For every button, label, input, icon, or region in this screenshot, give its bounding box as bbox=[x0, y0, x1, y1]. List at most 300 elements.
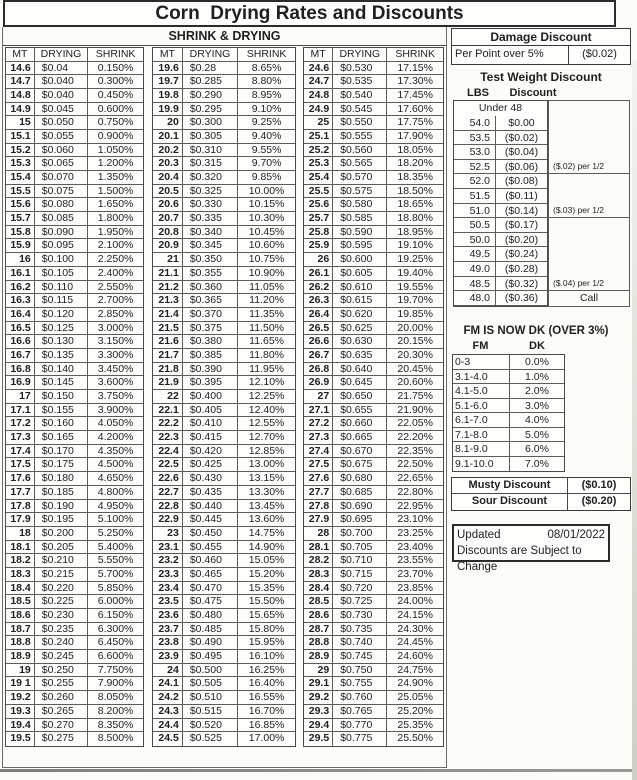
mt-cell: 16.3 bbox=[6, 294, 35, 307]
mt-cell: 15.2 bbox=[6, 144, 35, 157]
shrink-cell: 11.50% bbox=[249, 321, 285, 334]
mt-cell: 19.5 bbox=[6, 732, 35, 746]
table-row bbox=[453, 384, 564, 399]
fm-range-cell: 5.1-6.0 bbox=[453, 399, 510, 413]
table-row bbox=[304, 664, 443, 678]
drying-cell: $0.495 bbox=[183, 650, 238, 663]
table-row bbox=[6, 472, 143, 486]
discount-cell: ($0.08) bbox=[504, 175, 539, 188]
table-row bbox=[153, 650, 295, 664]
table-row bbox=[153, 335, 295, 349]
dk-value-cell: 3.0% bbox=[525, 399, 549, 412]
drying-cell: $0.645 bbox=[333, 376, 387, 389]
drying-cell: $0.205 bbox=[35, 541, 88, 554]
table-row bbox=[304, 541, 443, 555]
drying-cell: $0.400 bbox=[183, 390, 238, 403]
table-row bbox=[6, 253, 143, 267]
table-row bbox=[304, 157, 443, 171]
table-row bbox=[153, 281, 295, 295]
column-header-discount: Discount bbox=[509, 87, 557, 99]
fm-dk-table bbox=[452, 354, 565, 472]
table-row bbox=[454, 233, 547, 248]
mt-cell: 14.7 bbox=[6, 75, 35, 88]
table-row bbox=[453, 428, 564, 443]
fm-range-cell: 8.1-9.0 bbox=[453, 442, 510, 456]
shrink-cell: 18.05% bbox=[397, 143, 433, 156]
mt-cell: 27.9 bbox=[304, 513, 333, 526]
table-row bbox=[304, 253, 443, 267]
table-row bbox=[304, 458, 443, 472]
drying-cell: $0.405 bbox=[183, 404, 238, 417]
shrink-cell: 12.70% bbox=[248, 431, 285, 444]
table-row bbox=[6, 417, 143, 431]
drying-cell: $0.505 bbox=[183, 677, 238, 690]
shrink-cell: 4.350% bbox=[97, 444, 134, 457]
mt-cell: 26.2 bbox=[304, 281, 333, 294]
shrink-cell: 5.250% bbox=[97, 526, 134, 539]
table-row bbox=[6, 116, 143, 130]
table-row bbox=[6, 335, 143, 349]
sour-discount-row bbox=[452, 494, 630, 510]
shrink-cell: 8.500% bbox=[97, 732, 134, 745]
drying-cell: $0.430 bbox=[183, 472, 238, 485]
shrink-cell: 0.750% bbox=[97, 116, 134, 129]
drying-cell: $0.540 bbox=[333, 89, 387, 102]
test-weight-table bbox=[453, 100, 548, 307]
mt-cell: 16.8 bbox=[6, 363, 35, 376]
drying-cell: $0.335 bbox=[183, 212, 238, 225]
table-row bbox=[454, 204, 547, 219]
mt-cell: 18.7 bbox=[6, 623, 35, 636]
musty-discount-row bbox=[452, 478, 630, 494]
mt-cell: 29.1 bbox=[304, 677, 333, 690]
shrink-cell: 17.60% bbox=[397, 102, 433, 115]
shrink-cell: 24.75% bbox=[397, 663, 433, 676]
mt-cell: 26.3 bbox=[304, 294, 333, 307]
mt-cell: 26.4 bbox=[304, 308, 333, 321]
mt-cell: 18.3 bbox=[6, 568, 35, 581]
table-row bbox=[153, 253, 295, 267]
mt-cell: 26 bbox=[304, 253, 333, 266]
table-row bbox=[6, 157, 143, 171]
subject-to-change-note: Discounts are Subject to Change bbox=[457, 545, 582, 573]
mt-cell: 20.8 bbox=[153, 226, 183, 239]
drying-cell: $0.345 bbox=[183, 239, 238, 252]
drying-cell: $0.140 bbox=[35, 363, 88, 376]
shrink-cell: 8.95% bbox=[251, 88, 282, 101]
table-row bbox=[453, 442, 564, 457]
mt-cell: 26.8 bbox=[304, 363, 333, 376]
table-row bbox=[153, 677, 295, 691]
drying-cell: $0.245 bbox=[35, 650, 88, 663]
table-row bbox=[454, 247, 547, 262]
shrink-cell: 22.20% bbox=[397, 431, 433, 444]
table-row bbox=[6, 349, 143, 363]
table-row bbox=[304, 636, 443, 650]
shrink-cell: 13.15% bbox=[248, 472, 285, 485]
table-row bbox=[6, 513, 143, 527]
drying-cell: $0.250 bbox=[35, 664, 88, 677]
table-row bbox=[6, 500, 143, 514]
shrink-cell: 10.00% bbox=[248, 184, 285, 197]
drying-cell: $0.080 bbox=[35, 198, 88, 211]
shrink-cell: 10.45% bbox=[248, 225, 285, 238]
drying-cell: $0.665 bbox=[333, 431, 387, 444]
shrink-cell: 8.65% bbox=[251, 61, 282, 74]
lbs-cell: 49.0 bbox=[454, 262, 496, 276]
table-row bbox=[153, 144, 295, 158]
mt-cell: 24.3 bbox=[153, 705, 183, 718]
note-per-half-3: ($.04) per 1/2 bbox=[549, 218, 629, 291]
musty-sour-table bbox=[451, 477, 631, 511]
shrink-cell: 15.50% bbox=[248, 595, 285, 608]
drying-cell: $0.185 bbox=[35, 486, 88, 499]
table-row bbox=[153, 595, 295, 609]
drying-cell: $0.370 bbox=[183, 308, 238, 321]
mt-cell: 27.5 bbox=[304, 458, 333, 471]
mt-cell: 19.9 bbox=[153, 103, 183, 116]
mt-cell: 26.5 bbox=[304, 322, 333, 335]
table-row bbox=[454, 174, 547, 189]
drying-cell: $0.675 bbox=[333, 458, 387, 471]
mt-cell: 17.3 bbox=[6, 431, 35, 444]
table-row bbox=[6, 705, 143, 719]
column-header-mt: MT bbox=[6, 48, 35, 61]
shrink-cell: 10.90% bbox=[248, 266, 285, 279]
drying-cell: $0.120 bbox=[35, 308, 88, 321]
mt-cell: 28.8 bbox=[304, 636, 333, 649]
shrink-cell: 5.850% bbox=[97, 581, 134, 594]
mt-cell: 27 bbox=[304, 390, 333, 403]
table-row bbox=[153, 623, 295, 637]
mt-cell: 22.3 bbox=[153, 431, 183, 444]
drying-cell: $0.740 bbox=[333, 636, 387, 649]
table-row bbox=[304, 62, 443, 76]
drying-cell: $0.395 bbox=[183, 376, 238, 389]
mt-cell: 25 bbox=[304, 116, 333, 129]
mt-cell: 27.7 bbox=[304, 486, 333, 499]
drying-cell: $0.470 bbox=[183, 582, 238, 595]
shrink-cell: 20.60% bbox=[397, 376, 433, 389]
dk-value-cell: 7.0% bbox=[525, 457, 549, 470]
mt-cell: 20.9 bbox=[153, 239, 183, 252]
drying-cell: $0.490 bbox=[183, 636, 238, 649]
mt-cell: 17.5 bbox=[6, 458, 35, 471]
lbs-cell: 51.0 bbox=[454, 204, 496, 218]
table-row bbox=[453, 399, 564, 414]
shrink-cell: 22.95% bbox=[397, 499, 433, 512]
shrink-cell: 2.100% bbox=[97, 239, 134, 252]
mt-cell: 18 bbox=[6, 527, 35, 540]
drying-cell: $0.670 bbox=[333, 445, 387, 458]
shrink-cell: 24.90% bbox=[397, 677, 433, 690]
lbs-cell: 49.5 bbox=[454, 247, 496, 261]
table-row bbox=[304, 595, 443, 609]
column-header-drying: DRYING bbox=[35, 48, 88, 61]
shrink-cell: 19.70% bbox=[397, 294, 433, 307]
drying-cell: $0.095 bbox=[35, 239, 88, 252]
mt-cell: 15.8 bbox=[6, 226, 35, 239]
shrink-cell: 4.800% bbox=[97, 485, 134, 498]
drying-cell: $0.105 bbox=[35, 267, 88, 280]
table-row bbox=[153, 322, 295, 336]
table-row bbox=[153, 212, 295, 226]
drying-cell: $0.065 bbox=[35, 157, 88, 170]
drying-cell: $0.410 bbox=[183, 417, 238, 430]
table-row bbox=[153, 349, 295, 363]
drying-cell: $0.775 bbox=[333, 732, 387, 746]
drying-cell: $0.275 bbox=[35, 732, 88, 746]
mt-cell: 20.2 bbox=[153, 144, 183, 157]
fm-range-cell: 0-3 bbox=[453, 355, 510, 369]
mt-cell: 17.8 bbox=[6, 500, 35, 513]
table-row bbox=[153, 185, 295, 199]
mt-cell: 15.3 bbox=[6, 157, 35, 170]
drying-cell: $0.690 bbox=[333, 500, 387, 513]
drying-cell: $0.240 bbox=[35, 636, 88, 649]
shrink-cell: 10.60% bbox=[248, 239, 285, 252]
mt-cell: 29 bbox=[304, 664, 333, 677]
table-row bbox=[6, 732, 143, 746]
damage-discount-label: Per Point over 5% bbox=[455, 48, 544, 60]
table-row bbox=[6, 390, 143, 404]
discount-cell: ($0.28) bbox=[504, 262, 539, 275]
drying-cell: $0.270 bbox=[35, 719, 88, 732]
mt-cell: 28.9 bbox=[304, 650, 333, 663]
drying-cell: $0.135 bbox=[35, 349, 88, 362]
shrink-cell: 3.750% bbox=[97, 390, 134, 402]
table-row bbox=[153, 116, 295, 130]
shrink-cell: 13.30% bbox=[248, 485, 285, 498]
table-row bbox=[6, 554, 143, 568]
drying-cell: $0.635 bbox=[333, 349, 387, 362]
discount-cell: ($0.20) bbox=[504, 233, 539, 246]
table-row bbox=[454, 218, 547, 233]
drying-cell: $0.300 bbox=[183, 116, 238, 129]
table-row bbox=[304, 404, 443, 418]
shrink-cell: 6.000% bbox=[97, 595, 134, 608]
discount-cell: ($0.17) bbox=[504, 219, 539, 232]
mt-cell: 27.1 bbox=[304, 404, 333, 417]
mt-cell: 23.3 bbox=[153, 568, 183, 581]
drying-cell: $0.650 bbox=[333, 390, 387, 403]
table-row bbox=[304, 705, 443, 719]
shrink-cell: 8.80% bbox=[251, 75, 282, 88]
mt-cell: 21.6 bbox=[153, 335, 183, 348]
mt-cell: 17.2 bbox=[6, 417, 35, 430]
table-row bbox=[6, 267, 143, 281]
damage-discount-title: Damage Discount bbox=[452, 29, 630, 46]
drying-cell: $0.070 bbox=[35, 171, 88, 184]
discount-cell: ($0.02) bbox=[504, 131, 539, 144]
table-row bbox=[153, 636, 295, 650]
shrink-cell: 1.800% bbox=[97, 212, 134, 225]
mt-cell: 24.5 bbox=[153, 732, 183, 746]
shrink-cell: 10.30% bbox=[248, 212, 285, 225]
table-row bbox=[454, 291, 547, 306]
mt-cell: 15.4 bbox=[6, 171, 35, 184]
mt-cell: 27.4 bbox=[304, 445, 333, 458]
drying-cell: $0.605 bbox=[333, 267, 387, 280]
fm-range-cell: 3.1-4.0 bbox=[453, 370, 510, 384]
shrink-cell: 0.450% bbox=[97, 88, 134, 101]
table-row bbox=[6, 677, 143, 691]
mt-cell: 19.4 bbox=[6, 719, 35, 732]
shrink-cell: 22.80% bbox=[397, 485, 433, 498]
shrink-cell: 10.75% bbox=[248, 253, 285, 266]
shrink-cell: 25.35% bbox=[397, 718, 433, 731]
shrink-cell: 2.250% bbox=[97, 253, 134, 266]
dk-value-cell: 6.0% bbox=[525, 443, 549, 455]
mt-cell: 22.1 bbox=[153, 404, 183, 417]
table-row bbox=[153, 582, 295, 596]
shrink-cell: 11.20% bbox=[249, 294, 285, 307]
sour-discount-value: ($0.20) bbox=[581, 495, 617, 507]
shrink-cell: 23.55% bbox=[397, 554, 433, 567]
table-row bbox=[153, 239, 295, 253]
mt-cell: 16.1 bbox=[6, 267, 35, 280]
mt-cell: 16.7 bbox=[6, 349, 35, 362]
drying-cell: $0.620 bbox=[333, 308, 387, 321]
shrink-cell: 19.40% bbox=[397, 266, 433, 279]
mt-cell: 23.1 bbox=[153, 541, 183, 554]
shrink-cell: 10.15% bbox=[248, 198, 285, 211]
table-row bbox=[153, 458, 295, 472]
shrink-cell: 7.900% bbox=[97, 677, 134, 690]
drying-cell: $0.215 bbox=[35, 568, 88, 581]
shrink-cell: 17.15% bbox=[397, 61, 433, 74]
mt-cell: 15.1 bbox=[6, 130, 35, 143]
table-row bbox=[304, 568, 443, 582]
fm-table-title: FM IS NOW DK (OVER 3%) bbox=[463, 325, 609, 337]
mt-cell: 18.8 bbox=[6, 636, 35, 649]
updated-info-box bbox=[452, 524, 610, 573]
drying-cell: $0.415 bbox=[183, 431, 238, 444]
table-row bbox=[304, 513, 443, 527]
shrink-cell: 17.90% bbox=[397, 129, 433, 142]
mt-cell: 23.2 bbox=[153, 554, 183, 567]
lbs-cell: 53.0 bbox=[454, 145, 496, 159]
shrink-cell: 24.00% bbox=[397, 595, 433, 608]
discount-cell: ($0.36) bbox=[504, 292, 539, 305]
drying-cell: $0.595 bbox=[333, 239, 387, 252]
shrink-drying-tables bbox=[3, 46, 446, 747]
shrink-cell: 22.65% bbox=[397, 472, 433, 485]
shrink-cell: 1.050% bbox=[97, 143, 134, 156]
mt-cell: 23.4 bbox=[153, 582, 183, 595]
drying-cell: $0.585 bbox=[333, 212, 387, 225]
scan-shadow-right bbox=[632, 60, 637, 780]
table-row bbox=[6, 609, 143, 623]
table-row bbox=[454, 277, 547, 292]
shrink-cell: 6.150% bbox=[97, 609, 134, 621]
damage-discount-row bbox=[452, 46, 630, 64]
lbs-cell: 53.5 bbox=[454, 131, 496, 145]
column-header-mt: MT bbox=[304, 48, 333, 61]
table-row bbox=[304, 116, 443, 130]
drying-cell: $0.060 bbox=[35, 144, 88, 157]
shrink-cell: 15.35% bbox=[248, 581, 285, 594]
table-row bbox=[304, 349, 443, 363]
lbs-cell: 52.5 bbox=[454, 160, 496, 174]
shrink-cell: 8.350% bbox=[97, 718, 134, 731]
shrink-cell: 16.10% bbox=[248, 650, 285, 663]
table-row bbox=[304, 130, 443, 144]
drying-cell: $0.090 bbox=[35, 226, 88, 239]
page-title: Corn Drying Rates and Discounts bbox=[3, 0, 616, 27]
drying-cell: $0.04 bbox=[35, 62, 88, 75]
drying-cell: $0.555 bbox=[333, 130, 387, 143]
shrink-cell: 5.550% bbox=[97, 554, 134, 567]
drying-cell: $0.330 bbox=[183, 198, 238, 211]
mt-cell: 22.9 bbox=[153, 513, 183, 526]
shrink-cell: 4.650% bbox=[97, 472, 134, 485]
drying-cell: $0.705 bbox=[333, 541, 387, 554]
mt-cell: 21.2 bbox=[153, 281, 183, 294]
shrink-cell: 16.40% bbox=[248, 677, 285, 690]
shrink-cell: 15.80% bbox=[248, 622, 285, 635]
shrink-cell: 24.30% bbox=[397, 622, 433, 635]
table-row bbox=[304, 322, 443, 336]
drying-cell: $0.340 bbox=[183, 226, 238, 239]
shrink-cell: 3.900% bbox=[97, 403, 134, 416]
table-row bbox=[153, 445, 295, 459]
mt-cell: 28.6 bbox=[304, 609, 333, 622]
drying-cell: $0.655 bbox=[333, 404, 387, 417]
mt-cell: 18.1 bbox=[6, 541, 35, 554]
mt-cell: 16.6 bbox=[6, 335, 35, 348]
drying-cell: $0.600 bbox=[333, 253, 387, 266]
table-row bbox=[304, 582, 443, 596]
mt-cell: 25.8 bbox=[304, 226, 333, 239]
mt-cell: 21.1 bbox=[153, 267, 183, 280]
shrink-cell: 24.60% bbox=[397, 650, 433, 663]
column-header-lbs: LBS bbox=[467, 87, 489, 99]
drying-cell: $0.165 bbox=[35, 431, 88, 444]
drying-cell: $0.045 bbox=[35, 103, 88, 116]
table-row bbox=[304, 472, 443, 486]
mt-cell: 24.9 bbox=[304, 103, 333, 116]
table-row bbox=[304, 75, 443, 89]
mt-cell: 26.7 bbox=[304, 349, 333, 362]
drying-cell: $0.580 bbox=[333, 198, 387, 211]
drying-cell: $0.145 bbox=[35, 376, 88, 389]
table-row bbox=[304, 623, 443, 637]
drying-cell: $0.295 bbox=[183, 103, 238, 116]
drying-cell: $0.100 bbox=[35, 253, 88, 266]
discount-cell: ($0.04) bbox=[504, 146, 539, 159]
table-row bbox=[153, 541, 295, 555]
updated-label: Updated bbox=[457, 529, 501, 541]
shrink-cell: 12.25% bbox=[248, 390, 285, 402]
drying-cell: $0.175 bbox=[35, 458, 88, 471]
mt-cell: 25.2 bbox=[304, 144, 333, 157]
table-row bbox=[454, 262, 547, 277]
mt-cell: 19 bbox=[6, 664, 35, 677]
shrink-cell: 14.90% bbox=[248, 540, 285, 553]
damage-discount-value: ($0.02) bbox=[568, 46, 630, 64]
shrink-cell: 4.200% bbox=[97, 431, 134, 444]
table-row bbox=[6, 664, 143, 678]
shrink-cell: 2.700% bbox=[97, 294, 134, 307]
table-row bbox=[6, 212, 143, 226]
shrink-cell: 17.00% bbox=[248, 732, 285, 745]
table-row bbox=[153, 103, 295, 117]
table-row bbox=[304, 691, 443, 705]
drying-cell: $0.735 bbox=[333, 623, 387, 636]
drying-cell: $0.460 bbox=[183, 554, 238, 567]
table-row bbox=[6, 281, 143, 295]
